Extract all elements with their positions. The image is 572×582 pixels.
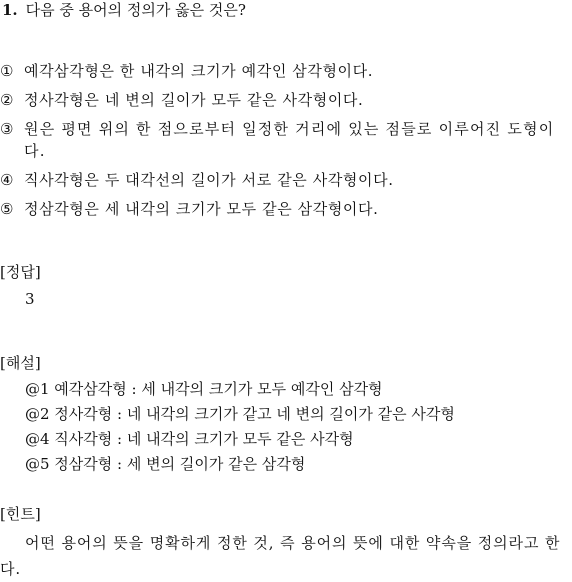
choice-text: 원은 평면 위의 한 점으로부터 일정한 거리에 있는 점들로 이루어진 도형이다. (24, 120, 555, 160)
choice-list (0, 60, 572, 227)
choice-text: 정사각형은 네 변의 길이가 모두 같은 사각형이다. (24, 91, 364, 109)
question-text: 다음 중 용어의 정의가 옳은 것은? (25, 1, 246, 19)
choice-4 (0, 169, 572, 191)
choice-1 (0, 60, 572, 82)
hint-label: [힌트] (0, 505, 41, 523)
answer-label: [정답] (0, 263, 41, 281)
explanation-item: @1 예각삼각형 : 세 내각의 크기가 모두 예각인 삼각형 (25, 380, 383, 398)
choice-text: 직사각형은 두 대각선의 길이가 서로 같은 사각형이다. (24, 171, 394, 189)
explanation-item: @4 직사각형 : 네 내각의 크기가 모두 같은 사각형 (25, 430, 354, 448)
choice-text: 예각삼각형은 한 내각의 크기가 예각인 삼각형이다. (24, 62, 374, 80)
choice-mark: ② (0, 91, 14, 109)
choice-mark: ① (0, 62, 14, 80)
choice-5 (0, 198, 572, 220)
explanation-label: [해설] (0, 354, 41, 372)
explanation-list (25, 379, 455, 479)
choice-mark: ⑤ (0, 200, 14, 218)
hint-text: 어떤 용어의 뜻을 명확하게 정한 것, 즉 용어의 뜻에 대한 약속을 정의라고 한다. (0, 534, 561, 578)
explanation-item: @2 정사각형 : 네 내각의 크기가 같고 네 변의 길이가 같은 사각형 (25, 405, 455, 423)
choice-mark: ③ (0, 120, 14, 138)
question-number: 1. (2, 1, 18, 19)
question-stem (2, 0, 246, 20)
choice-3 (0, 118, 572, 162)
choice-2 (0, 89, 572, 111)
explanation-item: @5 정삼각형 : 세 변의 길이가 같은 삼각형 (25, 455, 306, 473)
choice-mark: ④ (0, 171, 14, 189)
choice-text: 정삼각형은 세 내각의 크기가 모두 같은 삼각형이다. (24, 200, 379, 218)
answer-value: 3 (25, 290, 35, 308)
